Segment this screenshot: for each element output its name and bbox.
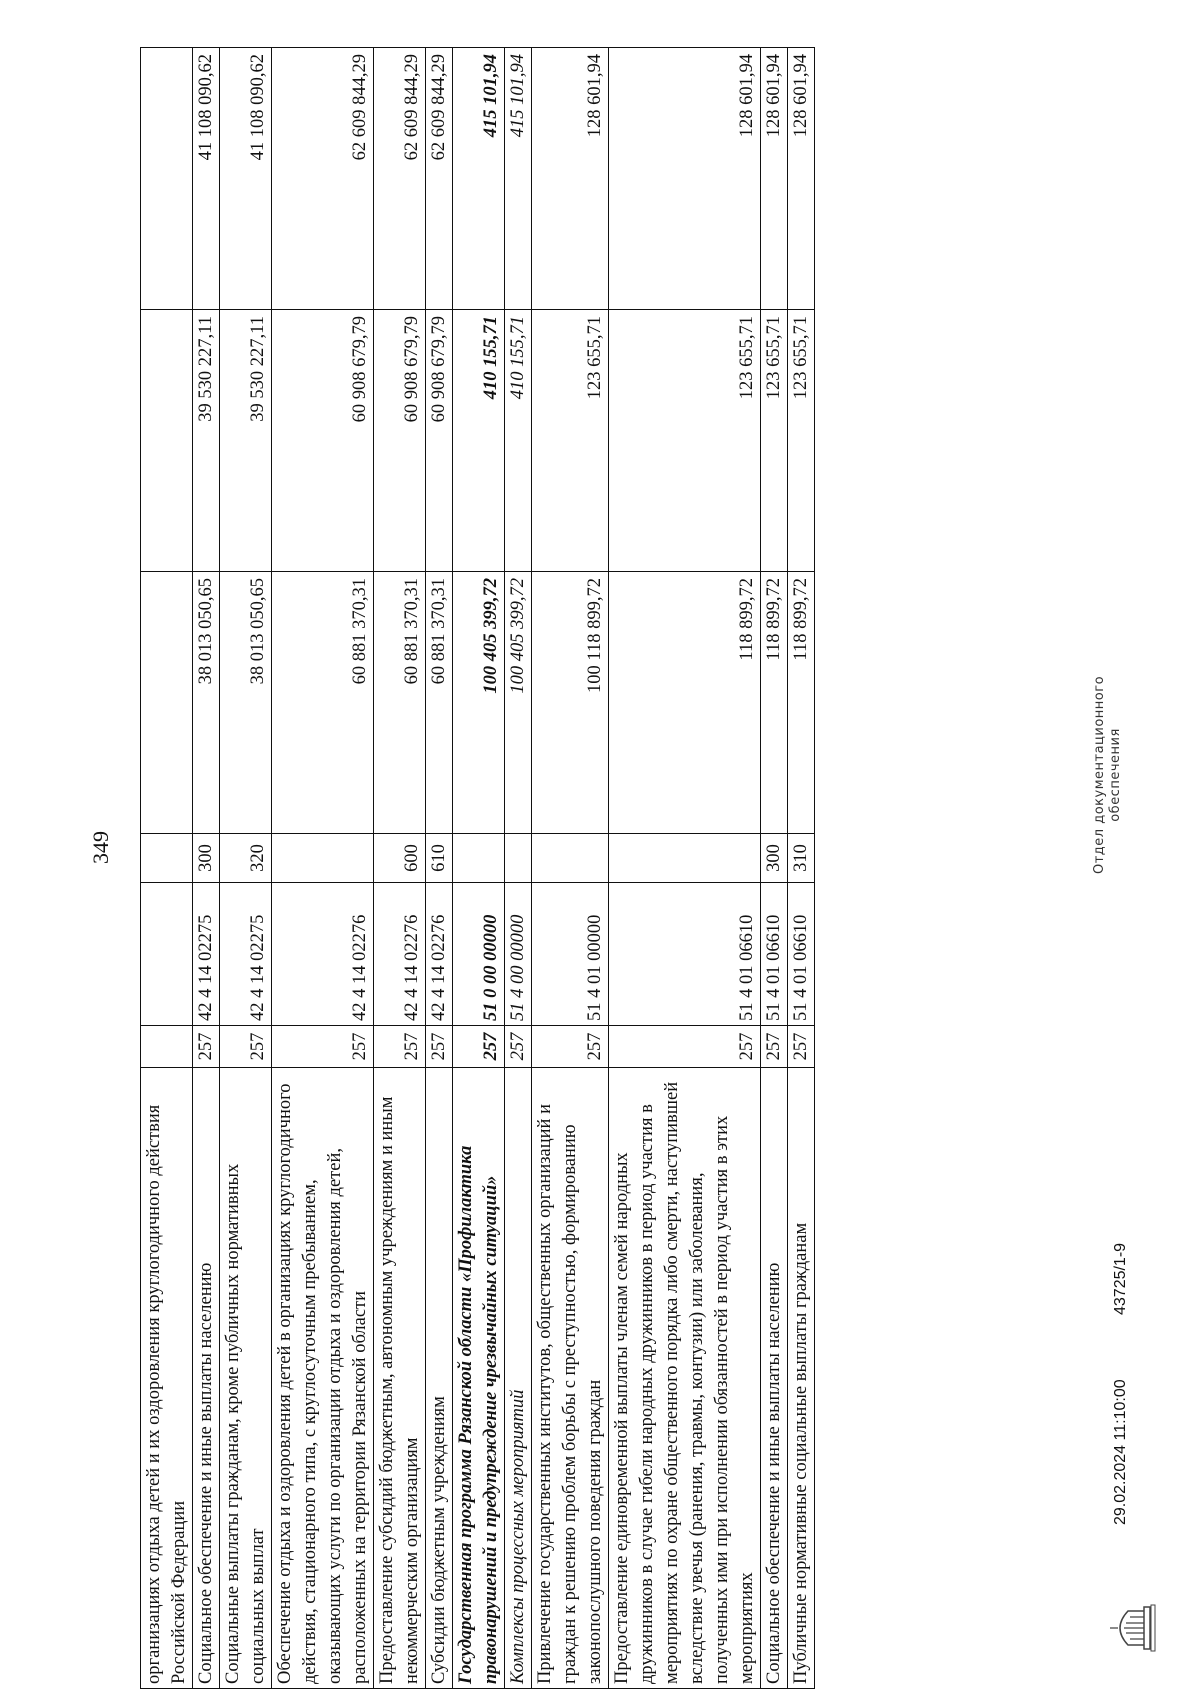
row-csr — [141, 883, 193, 1026]
row-name: Публичные нормативные социальные выплаты гражданам — [788, 1068, 815, 1689]
row-sum-2024: 100 118 899,72 — [532, 572, 609, 834]
table-row — [609, 48, 761, 1689]
row-name: Предоставление субсидий бюджетным, автономным учреждениям и иным некоммерческим организациям — [374, 1068, 426, 1689]
row-sum-2024 — [141, 572, 193, 834]
row-vr — [141, 834, 193, 883]
row-vr: 300 — [761, 834, 788, 883]
footer-doc-number: 43725/1-9 — [1112, 1242, 1129, 1315]
stamp-line-1: Отдел документационного — [1092, 675, 1107, 875]
row-sum-2025 — [141, 310, 193, 572]
row-csr: 51 4 01 06610 — [609, 883, 761, 1026]
row-csr: 42 4 14 02276 — [426, 883, 453, 1026]
row-sum-2024: 60 881 370,31 — [272, 572, 374, 834]
row-vr — [532, 834, 609, 883]
footer-datetime: 29.02.2024 11:10:00 — [1112, 1379, 1129, 1525]
row-sum-2026: 41 108 090,62 — [193, 48, 220, 310]
row-sum-2025: 60 908 679,79 — [426, 310, 453, 572]
row-sum-2024: 100 405 399,72 — [505, 572, 532, 834]
row-sum-2025: 410 155,71 — [505, 310, 532, 572]
row-csr: 51 4 01 06610 — [788, 883, 815, 1026]
row-vr: 310 — [788, 834, 815, 883]
table-row — [272, 48, 374, 1689]
table-row — [141, 48, 193, 1689]
row-csr: 51 0 00 00000 — [453, 883, 505, 1026]
row-sum-2025: 60 908 679,79 — [272, 310, 374, 572]
row-code: 257 — [193, 1026, 220, 1068]
row-code: 257 — [220, 1026, 272, 1068]
row-code: 257 — [761, 1026, 788, 1068]
row-sum-2024: 100 405 399,72 — [453, 572, 505, 834]
row-sum-2026: 415 101,94 — [453, 48, 505, 310]
row-sum-2025: 39 530 227,11 — [220, 310, 272, 572]
table-row — [453, 48, 505, 1689]
row-vr: 600 — [374, 834, 426, 883]
row-csr: 51 4 00 00000 — [505, 883, 532, 1026]
row-sum-2026: 62 609 844,29 — [374, 48, 426, 310]
row-code: 257 — [788, 1026, 815, 1068]
row-vr — [609, 834, 761, 883]
row-sum-2025: 123 655,71 — [609, 310, 761, 572]
row-sum-2024: 60 881 370,31 — [426, 572, 453, 834]
row-sum-2024: 38 013 050,65 — [220, 572, 272, 834]
row-csr: 51 4 01 06610 — [761, 883, 788, 1026]
row-sum-2025: 410 155,71 — [453, 310, 505, 572]
table-row — [426, 48, 453, 1689]
stamp-line-2: обеспечения — [1108, 728, 1123, 822]
row-code: 257 — [609, 1026, 761, 1068]
table-row — [532, 48, 609, 1689]
row-sum-2026: 415 101,94 — [505, 48, 532, 310]
row-name: Привлечение государственных институтов, общественных организаций и граждан к решению проблем борьбы с преступностью, формированию законопослушного поведения граждан — [532, 1068, 609, 1689]
row-name: Обеспечение отдыха и оздоровления детей в организациях круглогодичного действия, стационарного типа, с круглосуточным пребыванием, оказывающих услуги по организации отдыха и оздоровления детей, расположенных на территории Рязанской области — [272, 1068, 374, 1689]
row-sum-2025: 60 908 679,79 — [374, 310, 426, 572]
coat-of-arms-icon — [1108, 1601, 1158, 1655]
row-code: 257 — [532, 1026, 609, 1068]
row-sum-2026: 128 601,94 — [609, 48, 761, 310]
row-name: Социальное обеспечение и иные выплаты населению — [193, 1068, 220, 1689]
department-stamp — [1092, 655, 1124, 895]
table-row — [788, 48, 815, 1689]
table-row — [505, 48, 532, 1689]
row-vr — [272, 834, 374, 883]
table-row — [193, 48, 220, 1689]
row-name: Государственная программа Рязанской области «Профилактика правонарушений и предупреждение чрезвычайных ситуаций» — [453, 1068, 505, 1689]
row-vr: 300 — [193, 834, 220, 883]
row-sum-2025: 123 655,71 — [761, 310, 788, 572]
budget-table — [140, 47, 815, 1689]
row-sum-2024: 118 899,72 — [761, 572, 788, 834]
row-sum-2024: 38 013 050,65 — [193, 572, 220, 834]
row-name: Комплексы процессных мероприятий — [505, 1068, 532, 1689]
row-sum-2024: 118 899,72 — [788, 572, 815, 834]
row-sum-2025: 39 530 227,11 — [193, 310, 220, 572]
table-row — [220, 48, 272, 1689]
row-vr — [505, 834, 532, 883]
row-code: 257 — [272, 1026, 374, 1068]
row-sum-2026: 128 601,94 — [532, 48, 609, 310]
row-name: организациях отдыха детей и их оздоровления круглогодичного действия Российской Федерации — [141, 1068, 193, 1689]
row-vr — [453, 834, 505, 883]
row-csr: 42 4 14 02276 — [374, 883, 426, 1026]
row-name: Социальные выплаты гражданам, кроме публичных нормативных социальных выплат — [220, 1068, 272, 1689]
row-code — [141, 1026, 193, 1068]
row-csr: 42 4 14 02276 — [272, 883, 374, 1026]
row-code: 257 — [453, 1026, 505, 1068]
row-name: Субсидии бюджетным учреждениям — [426, 1068, 453, 1689]
row-csr: 42 4 14 02275 — [220, 883, 272, 1026]
row-sum-2025: 123 655,71 — [532, 310, 609, 572]
row-code: 257 — [426, 1026, 453, 1068]
page-number: 349 — [88, 831, 113, 864]
row-code: 257 — [374, 1026, 426, 1068]
row-name: Социальное обеспечение и иные выплаты населению — [761, 1068, 788, 1689]
table-row — [374, 48, 426, 1689]
row-sum-2026 — [141, 48, 193, 310]
row-sum-2026: 41 108 090,62 — [220, 48, 272, 310]
row-sum-2026: 128 601,94 — [788, 48, 815, 310]
table-row — [761, 48, 788, 1689]
row-vr: 610 — [426, 834, 453, 883]
row-sum-2026: 128 601,94 — [761, 48, 788, 310]
row-sum-2026: 62 609 844,29 — [272, 48, 374, 310]
budget-table-body — [141, 48, 815, 1689]
row-csr: 51 4 01 00000 — [532, 883, 609, 1026]
row-csr: 42 4 14 02275 — [193, 883, 220, 1026]
row-sum-2025: 123 655,71 — [788, 310, 815, 572]
row-sum-2024: 118 899,72 — [609, 572, 761, 834]
row-vr: 320 — [220, 834, 272, 883]
row-sum-2026: 62 609 844,29 — [426, 48, 453, 310]
row-name: Предоставление единовременной выплаты членам семей народных дружинников в случае гибели народных дружинников в период участия в мероприятиях по охране общественного порядка либо смерти, наступившей вследствие увечья (ранения, травмы, контузии) или заболевания, полученных ими при исполнении обязанностей в период участия в этих мероприятиях — [609, 1068, 761, 1689]
row-sum-2024: 60 881 370,31 — [374, 572, 426, 834]
row-code: 257 — [505, 1026, 532, 1068]
